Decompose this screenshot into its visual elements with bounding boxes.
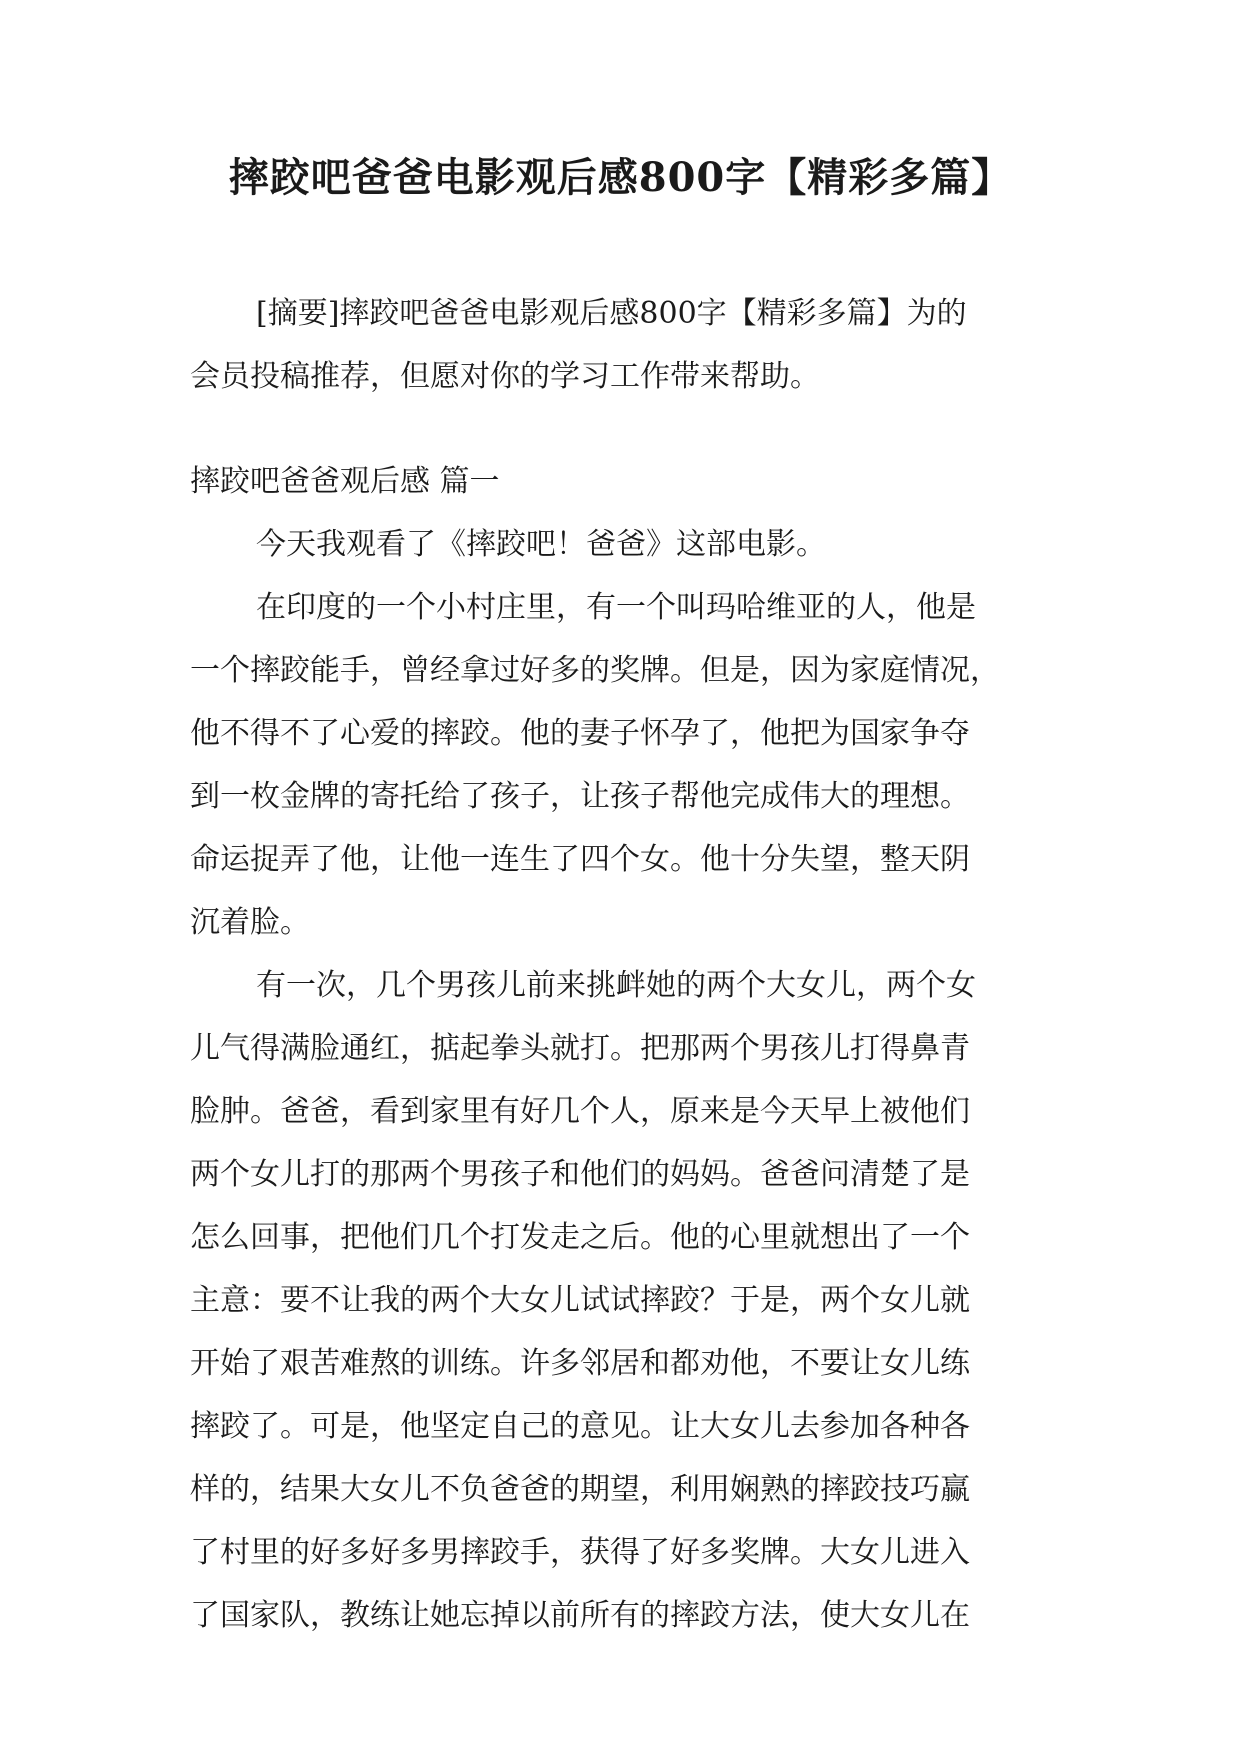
paragraph-line: 有一次，几个男孩儿前来挑衅她的两个大女儿，两个女 — [256, 968, 976, 1003]
paragraph-line: 样的，结果大女儿不负爸爸的期望，利用娴熟的摔跤技巧赢 — [190, 1472, 970, 1507]
paragraph-line: 了村里的好多好多男摔跤手，获得了好多奖牌。大女儿进入 — [190, 1535, 970, 1570]
paragraph-line: 脸肿。爸爸，看到家里有好几个人，原来是今天早上被他们 — [190, 1094, 970, 1129]
paragraph-line: 今天我观看了《摔跤吧！爸爸》这部电影。 — [256, 527, 826, 562]
paragraph-line: 到一枚金牌的寄托给了孩子，让孩子帮他完成伟大的理想。 — [190, 779, 970, 814]
paragraph-line: 了国家队，教练让她忘掉以前所有的摔跤方法，使大女儿在 — [190, 1598, 970, 1633]
section-heading: 摔跤吧爸爸观后感 篇一 — [190, 464, 500, 499]
abstract-line: [摘要]摔跤吧爸爸电影观后感800字【精彩多篇】为的 — [256, 296, 967, 331]
paragraph-line: 儿气得满脸通红，掂起拳头就打。把那两个男孩儿打得鼻青 — [190, 1031, 970, 1066]
paragraph-line: 沉着脸。 — [190, 905, 310, 940]
paragraph-line: 两个女儿打的那两个男孩子和他们的妈妈。爸爸问清楚了是 — [190, 1157, 970, 1192]
paragraph-line: 一个摔跤能手，曾经拿过好多的奖牌。但是，因为家庭情况， — [190, 653, 1000, 688]
paragraph-line: 怎么回事，把他们几个打发走之后。他的心里就想出了一个 — [190, 1220, 970, 1255]
paragraph-line: 命运捉弄了他，让他一连生了四个女。他十分失望，整天阴 — [190, 842, 970, 877]
paragraph-line: 开始了艰苦难熬的训练。许多邻居和都劝他，不要让女儿练 — [190, 1346, 970, 1381]
paragraph-line: 摔跤了。可是，他坚定自己的意见。让大女儿去参加各种各 — [190, 1409, 970, 1444]
paragraph-line: 在印度的一个小村庄里，有一个叫玛哈维亚的人，他是 — [256, 590, 976, 625]
abstract-line: 会员投稿推荐，但愿对你的学习工作带来帮助。 — [190, 359, 820, 394]
paragraph-line: 主意：要不让我的两个大女儿试试摔跤？于是，两个女儿就 — [190, 1283, 970, 1318]
paragraph-line: 他不得不了心爱的摔跤。他的妻子怀孕了，他把为国家争夺 — [190, 716, 970, 751]
document-title: 摔跤吧爸爸电影观后感800字【精彩多篇】 — [228, 154, 1013, 201]
